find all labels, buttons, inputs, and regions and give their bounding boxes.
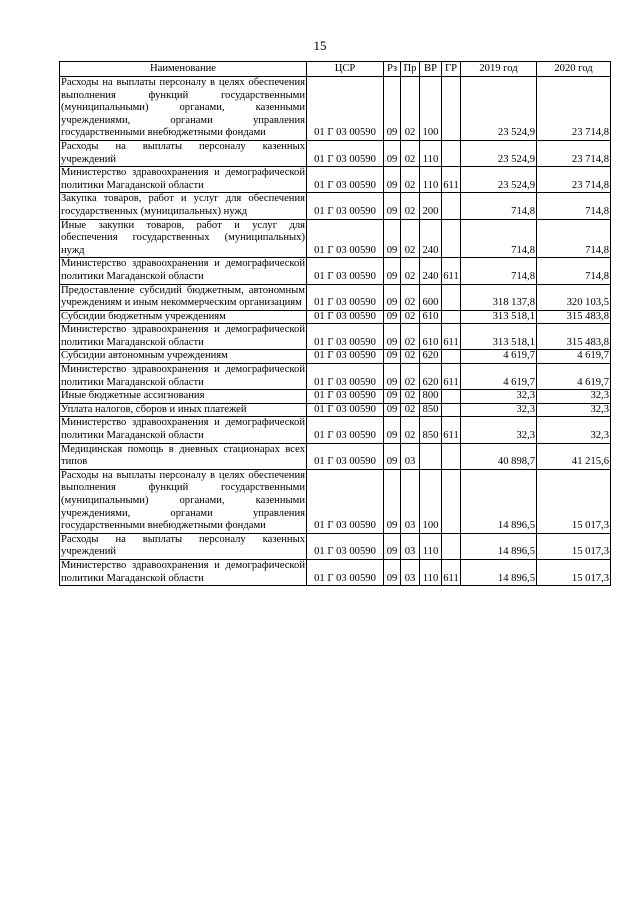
cell-rz: 09 bbox=[384, 258, 401, 284]
cell-pr: 02 bbox=[401, 403, 420, 417]
cell-2020: 23 714,8 bbox=[537, 167, 611, 193]
cell-rz: 09 bbox=[384, 310, 401, 324]
table-row bbox=[60, 167, 611, 193]
cell-vr: 850 bbox=[420, 403, 442, 417]
cell-gr bbox=[442, 219, 461, 258]
cell-csr: 01 Г 03 00590 bbox=[307, 417, 384, 443]
table-row bbox=[60, 417, 611, 443]
cell-2020: 714,8 bbox=[537, 193, 611, 219]
cell-2019: 4 619,7 bbox=[461, 350, 537, 364]
table-row bbox=[60, 390, 611, 404]
cell-pr: 03 bbox=[401, 533, 420, 559]
table-row bbox=[60, 403, 611, 417]
cell-rz: 09 bbox=[384, 219, 401, 258]
cell-gr bbox=[442, 469, 461, 533]
page-number: 15 bbox=[313, 38, 327, 53]
column-header-rz: Рз bbox=[384, 62, 401, 77]
cell-vr: 800 bbox=[420, 390, 442, 404]
cell-csr: 01 Г 03 00590 bbox=[307, 140, 384, 166]
cell-2020: 315 483,8 bbox=[537, 310, 611, 324]
cell-vr: 110 bbox=[420, 167, 442, 193]
cell-name: Закупка товаров, работ и услуг для обеспечения государственных (муниципальных) нужд bbox=[60, 193, 307, 219]
cell-gr: 611 bbox=[442, 258, 461, 284]
cell-2019: 32,3 bbox=[461, 417, 537, 443]
cell-name: Расходы на выплаты персоналу казенных учреждений bbox=[60, 140, 307, 166]
column-header-2019: 2019 год bbox=[461, 62, 537, 77]
cell-name: Министерство здравоохранения и демографической политики Магаданской области bbox=[60, 258, 307, 284]
cell-vr: 240 bbox=[420, 258, 442, 284]
cell-gr bbox=[442, 390, 461, 404]
cell-gr bbox=[442, 310, 461, 324]
cell-csr: 01 Г 03 00590 bbox=[307, 77, 384, 141]
cell-vr: 850 bbox=[420, 417, 442, 443]
cell-rz: 09 bbox=[384, 284, 401, 310]
column-header-vr: ВР bbox=[420, 62, 442, 77]
cell-2020: 4 619,7 bbox=[537, 364, 611, 390]
column-header-pr: Пр bbox=[401, 62, 420, 77]
cell-name: Министерство здравоохранения и демографической политики Магаданской области bbox=[60, 324, 307, 350]
cell-vr: 240 bbox=[420, 219, 442, 258]
cell-pr: 03 bbox=[401, 443, 420, 469]
cell-csr: 01 Г 03 00590 bbox=[307, 324, 384, 350]
cell-rz: 09 bbox=[384, 403, 401, 417]
cell-pr: 03 bbox=[401, 559, 420, 585]
cell-name: Предоставление субсидий бюджетным, автономным учреждениям и иным некоммерческим организациям bbox=[60, 284, 307, 310]
cell-name: Иные бюджетные ассигнования bbox=[60, 390, 307, 404]
cell-pr: 03 bbox=[401, 469, 420, 533]
table-row bbox=[60, 77, 611, 141]
cell-2020: 320 103,5 bbox=[537, 284, 611, 310]
cell-2019: 32,3 bbox=[461, 390, 537, 404]
column-header-2020: 2020 год bbox=[537, 62, 611, 77]
cell-2019: 23 524,9 bbox=[461, 167, 537, 193]
cell-rz: 09 bbox=[384, 324, 401, 350]
table-row bbox=[60, 284, 611, 310]
table-row bbox=[60, 310, 611, 324]
cell-2020: 4 619,7 bbox=[537, 350, 611, 364]
cell-pr: 02 bbox=[401, 390, 420, 404]
table-header-row bbox=[60, 62, 611, 77]
cell-name: Медицинская помощь в дневных стационарах всех типов bbox=[60, 443, 307, 469]
cell-csr: 01 Г 03 00590 bbox=[307, 559, 384, 585]
cell-gr bbox=[442, 284, 461, 310]
cell-2020: 15 017,3 bbox=[537, 469, 611, 533]
cell-name: Уплата налогов, сборов и иных платежей bbox=[60, 403, 307, 417]
cell-2020: 714,8 bbox=[537, 219, 611, 258]
cell-pr: 02 bbox=[401, 324, 420, 350]
cell-2020: 15 017,3 bbox=[537, 533, 611, 559]
cell-rz: 09 bbox=[384, 533, 401, 559]
cell-csr: 01 Г 03 00590 bbox=[307, 310, 384, 324]
cell-2020: 315 483,8 bbox=[537, 324, 611, 350]
cell-2019: 23 524,9 bbox=[461, 77, 537, 141]
cell-2019: 40 898,7 bbox=[461, 443, 537, 469]
cell-name: Министерство здравоохранения и демографической политики Магаданской области bbox=[60, 417, 307, 443]
cell-name: Субсидии бюджетным учреждениям bbox=[60, 310, 307, 324]
cell-gr bbox=[442, 77, 461, 141]
cell-gr bbox=[442, 140, 461, 166]
cell-2019: 313 518,1 bbox=[461, 324, 537, 350]
cell-2019: 32,3 bbox=[461, 403, 537, 417]
cell-2020: 23 714,8 bbox=[537, 140, 611, 166]
cell-name: Министерство здравоохранения и демографической политики Магаданской области bbox=[60, 559, 307, 585]
cell-name: Министерство здравоохранения и демографической политики Магаданской области bbox=[60, 167, 307, 193]
cell-csr: 01 Г 03 00590 bbox=[307, 258, 384, 284]
table-row bbox=[60, 193, 611, 219]
cell-pr: 02 bbox=[401, 364, 420, 390]
cell-gr: 611 bbox=[442, 417, 461, 443]
cell-gr: 611 bbox=[442, 167, 461, 193]
cell-vr: 110 bbox=[420, 140, 442, 166]
table-row bbox=[60, 258, 611, 284]
cell-2019: 714,8 bbox=[461, 193, 537, 219]
cell-vr: 610 bbox=[420, 324, 442, 350]
table-row bbox=[60, 559, 611, 585]
cell-csr: 01 Г 03 00590 bbox=[307, 219, 384, 258]
cell-rz: 09 bbox=[384, 77, 401, 141]
cell-gr bbox=[442, 533, 461, 559]
cell-2020: 32,3 bbox=[537, 390, 611, 404]
cell-gr: 611 bbox=[442, 324, 461, 350]
cell-gr bbox=[442, 443, 461, 469]
cell-gr: 611 bbox=[442, 364, 461, 390]
cell-name: Расходы на выплаты персоналу в целях обеспечения выполнения функций государственными (муниципальными) органами, казенными учреждениями, органами управления государственными внебюджетными фондами bbox=[60, 77, 307, 141]
cell-csr: 01 Г 03 00590 bbox=[307, 469, 384, 533]
cell-pr: 02 bbox=[401, 417, 420, 443]
cell-vr: 610 bbox=[420, 310, 442, 324]
table-row bbox=[60, 324, 611, 350]
cell-2019: 14 896,5 bbox=[461, 533, 537, 559]
cell-2019: 4 619,7 bbox=[461, 364, 537, 390]
cell-rz: 09 bbox=[384, 417, 401, 443]
table-body bbox=[60, 77, 611, 586]
cell-rz: 09 bbox=[384, 193, 401, 219]
cell-csr: 01 Г 03 00590 bbox=[307, 390, 384, 404]
cell-name: Расходы на выплаты персоналу казенных учреждений bbox=[60, 533, 307, 559]
cell-csr: 01 Г 03 00590 bbox=[307, 533, 384, 559]
cell-2019: 714,8 bbox=[461, 258, 537, 284]
cell-gr bbox=[442, 403, 461, 417]
cell-csr: 01 Г 03 00590 bbox=[307, 350, 384, 364]
cell-pr: 02 bbox=[401, 167, 420, 193]
cell-2020: 23 714,8 bbox=[537, 77, 611, 141]
cell-vr: 620 bbox=[420, 364, 442, 390]
cell-vr: 200 bbox=[420, 193, 442, 219]
cell-gr bbox=[442, 350, 461, 364]
cell-pr: 02 bbox=[401, 350, 420, 364]
cell-vr bbox=[420, 443, 442, 469]
cell-2019: 714,8 bbox=[461, 219, 537, 258]
table-row bbox=[60, 443, 611, 469]
cell-2020: 15 017,3 bbox=[537, 559, 611, 585]
budget-table bbox=[59, 61, 611, 586]
cell-2020: 32,3 bbox=[537, 417, 611, 443]
table-row bbox=[60, 350, 611, 364]
cell-pr: 02 bbox=[401, 258, 420, 284]
table-row bbox=[60, 219, 611, 258]
cell-2019: 14 896,5 bbox=[461, 469, 537, 533]
cell-csr: 01 Г 03 00590 bbox=[307, 193, 384, 219]
cell-rz: 09 bbox=[384, 469, 401, 533]
cell-name: Субсидии автономным учреждениям bbox=[60, 350, 307, 364]
cell-csr: 01 Г 03 00590 bbox=[307, 284, 384, 310]
cell-csr: 01 Г 03 00590 bbox=[307, 167, 384, 193]
cell-name: Министерство здравоохранения и демографической политики Магаданской области bbox=[60, 364, 307, 390]
cell-csr: 01 Г 03 00590 bbox=[307, 443, 384, 469]
cell-2020: 41 215,6 bbox=[537, 443, 611, 469]
cell-gr bbox=[442, 193, 461, 219]
cell-csr: 01 Г 03 00590 bbox=[307, 364, 384, 390]
cell-vr: 110 bbox=[420, 559, 442, 585]
table-row bbox=[60, 533, 611, 559]
cell-pr: 02 bbox=[401, 140, 420, 166]
cell-vr: 100 bbox=[420, 77, 442, 141]
cell-rz: 09 bbox=[384, 390, 401, 404]
cell-gr: 611 bbox=[442, 559, 461, 585]
cell-rz: 09 bbox=[384, 140, 401, 166]
cell-rz: 09 bbox=[384, 167, 401, 193]
cell-pr: 02 bbox=[401, 77, 420, 141]
cell-pr: 02 bbox=[401, 284, 420, 310]
cell-vr: 100 bbox=[420, 469, 442, 533]
column-header-name: Наименование bbox=[60, 62, 307, 77]
table-row bbox=[60, 469, 611, 533]
cell-2020: 32,3 bbox=[537, 403, 611, 417]
cell-pr: 02 bbox=[401, 310, 420, 324]
cell-pr: 02 bbox=[401, 193, 420, 219]
cell-vr: 620 bbox=[420, 350, 442, 364]
table-row bbox=[60, 140, 611, 166]
cell-2019: 23 524,9 bbox=[461, 140, 537, 166]
cell-rz: 09 bbox=[384, 350, 401, 364]
cell-pr: 02 bbox=[401, 219, 420, 258]
table-row bbox=[60, 364, 611, 390]
column-header-gr: ГР bbox=[442, 62, 461, 77]
cell-name: Расходы на выплаты персоналу в целях обеспечения выполнения функций государственными (муниципальными) органами, казенными учреждениями, органами управления государственными внебюджетными фондами bbox=[60, 469, 307, 533]
cell-rz: 09 bbox=[384, 443, 401, 469]
cell-2019: 14 896,5 bbox=[461, 559, 537, 585]
cell-vr: 110 bbox=[420, 533, 442, 559]
cell-2019: 313 518,1 bbox=[461, 310, 537, 324]
cell-rz: 09 bbox=[384, 559, 401, 585]
column-header-csr: ЦСР bbox=[307, 62, 384, 77]
cell-name: Иные закупки товаров, работ и услуг для обеспечения государственных (муниципальных) нужд bbox=[60, 219, 307, 258]
cell-vr: 600 bbox=[420, 284, 442, 310]
cell-csr: 01 Г 03 00590 bbox=[307, 403, 384, 417]
cell-2020: 714,8 bbox=[537, 258, 611, 284]
cell-rz: 09 bbox=[384, 364, 401, 390]
cell-2019: 318 137,8 bbox=[461, 284, 537, 310]
